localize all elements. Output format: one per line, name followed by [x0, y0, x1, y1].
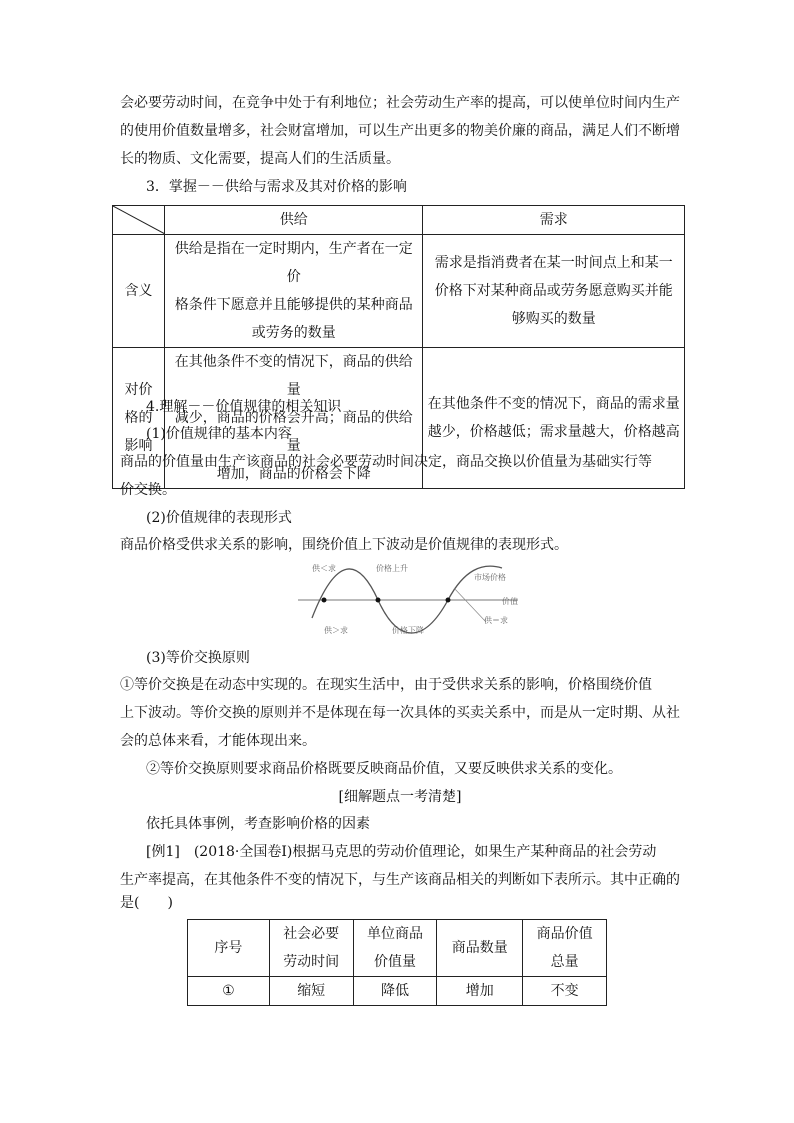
judgment-table — [187, 919, 607, 1006]
body-text-line: 商品的价值量由生产该商品的社会必要劳动时间决定，商品交换以价值量为基础实行等 — [120, 454, 652, 470]
example-text-line: [例1] (2018·全国卷Ⅰ)根据马克思的劳动价值理论，如果生产某种商品的社会劳动 — [146, 844, 657, 860]
section-title: [细解题点一考清楚] — [338, 789, 462, 805]
label-price-fall: 价格下降 — [392, 626, 424, 635]
intersection-dot — [446, 598, 451, 603]
body-text-line: ①等价交换是在动态中实现的。在现实生活中，由于受供求关系的影响，价格围绕价值 — [120, 677, 652, 693]
table-cell: 缩短 — [269, 977, 353, 1006]
example-text-line: 生产率提高，在其他条件不变的情况下，与生产该商品相关的判断如下表所示。其中正确的 — [120, 872, 680, 888]
label-supply-equal-demand: 供＝求 — [484, 616, 508, 625]
header-supply: 供给 — [164, 206, 423, 235]
heading-3: 3．掌握－－供给与需求及其对价格的影响 — [146, 179, 407, 195]
cell-supply-effect: 在其他条件不变的情况下，商品的供给量 减少，商品的价格会升高；商品的供给量 增加，商品的价格会下降 — [164, 348, 423, 489]
label-price-rise: 价格上升 — [376, 564, 408, 573]
label-value: 价值 — [502, 597, 518, 606]
row-label-meaning: 含义 — [113, 235, 165, 348]
body-text-line: 上下波动。等价交换的原则并不是体现在每一次具体的买卖关系中，而是从一定时期、从社 — [120, 705, 680, 721]
example-text-line: 是( ) — [120, 895, 173, 911]
table-cell: 增加 — [437, 977, 523, 1006]
header-unit-value: 单位商品 价值量 — [353, 920, 437, 977]
table-corner-cell — [113, 206, 165, 235]
label-supply-less-demand: 供＜求 — [312, 564, 336, 573]
label-supply-more-demand: 供＞求 — [324, 626, 348, 635]
table-cell: 不变 — [523, 977, 607, 1006]
supply-demand-table — [112, 205, 685, 489]
body-text-line: 商品价格受供求关系的影响，围绕价值上下波动是价值规律的表现形式。 — [120, 537, 568, 553]
cell-demand-effect: 在其他条件不变的情况下，商品的需求量 越少，价格越低；需求量越大，价格越高 — [423, 348, 685, 489]
body-text-line: 长的物质、文化需要，提高人们的生活质量。 — [120, 151, 400, 167]
table-cell: ① — [188, 977, 270, 1006]
intersection-dot — [322, 598, 327, 603]
value-law-diagram — [296, 560, 528, 646]
header-labor-time: 社会必要 劳动时间 — [269, 920, 353, 977]
body-text-line: 的使用价值数量增多，社会财富增加，可以生产出更多的物美价廉的商品，满足人们不断增 — [120, 123, 680, 139]
header-total-value: 商品价值 总量 — [523, 920, 607, 977]
cell-demand-meaning: 需求是指消费者在某一时间点上和某一 价格下对某种商品或劳务愿意购买并能 够购买的数量 — [423, 235, 685, 348]
intersection-dot — [376, 598, 381, 603]
label-market-price: 市场价格 — [474, 573, 506, 582]
body-text-line: 会必要劳动时间，在竞争中处于有利地位；社会劳动生产率的提高，可以使单位时间内生产 — [120, 95, 680, 111]
heading-4: 4.理解－－价值规律的相关知识 — [146, 399, 342, 415]
header-serial: 序号 — [188, 920, 270, 977]
pointer-line — [454, 588, 486, 622]
body-text-line: ②等价交换原则要求商品价格既要反映商品价值，又要反映供求关系的变化。 — [146, 761, 622, 777]
diagonal-line — [113, 206, 165, 234]
table-cell: 降低 — [353, 977, 437, 1006]
subheading-3: (3)等价交换原则 — [146, 650, 250, 666]
body-text-line: 会的总体来看，才能体现出来。 — [120, 733, 316, 749]
subheading-1: (1)价值规律的基本内容 — [146, 426, 292, 442]
header-demand: 需求 — [423, 206, 685, 235]
body-text-line: 价交换。 — [120, 482, 176, 498]
row-label-price-effect: 对价 格的 影响 — [113, 348, 165, 489]
header-quantity: 商品数量 — [437, 920, 523, 977]
subheading-2: (2)价值规律的表现形式 — [146, 510, 292, 526]
cell-supply-meaning: 供给是指在一定时期内，生产者在一定价 格条件下愿意并且能够提供的某种商品 或劳务的数量 — [164, 235, 423, 348]
topic-line: 依托具体事例，考查影响价格的因素 — [146, 816, 370, 832]
